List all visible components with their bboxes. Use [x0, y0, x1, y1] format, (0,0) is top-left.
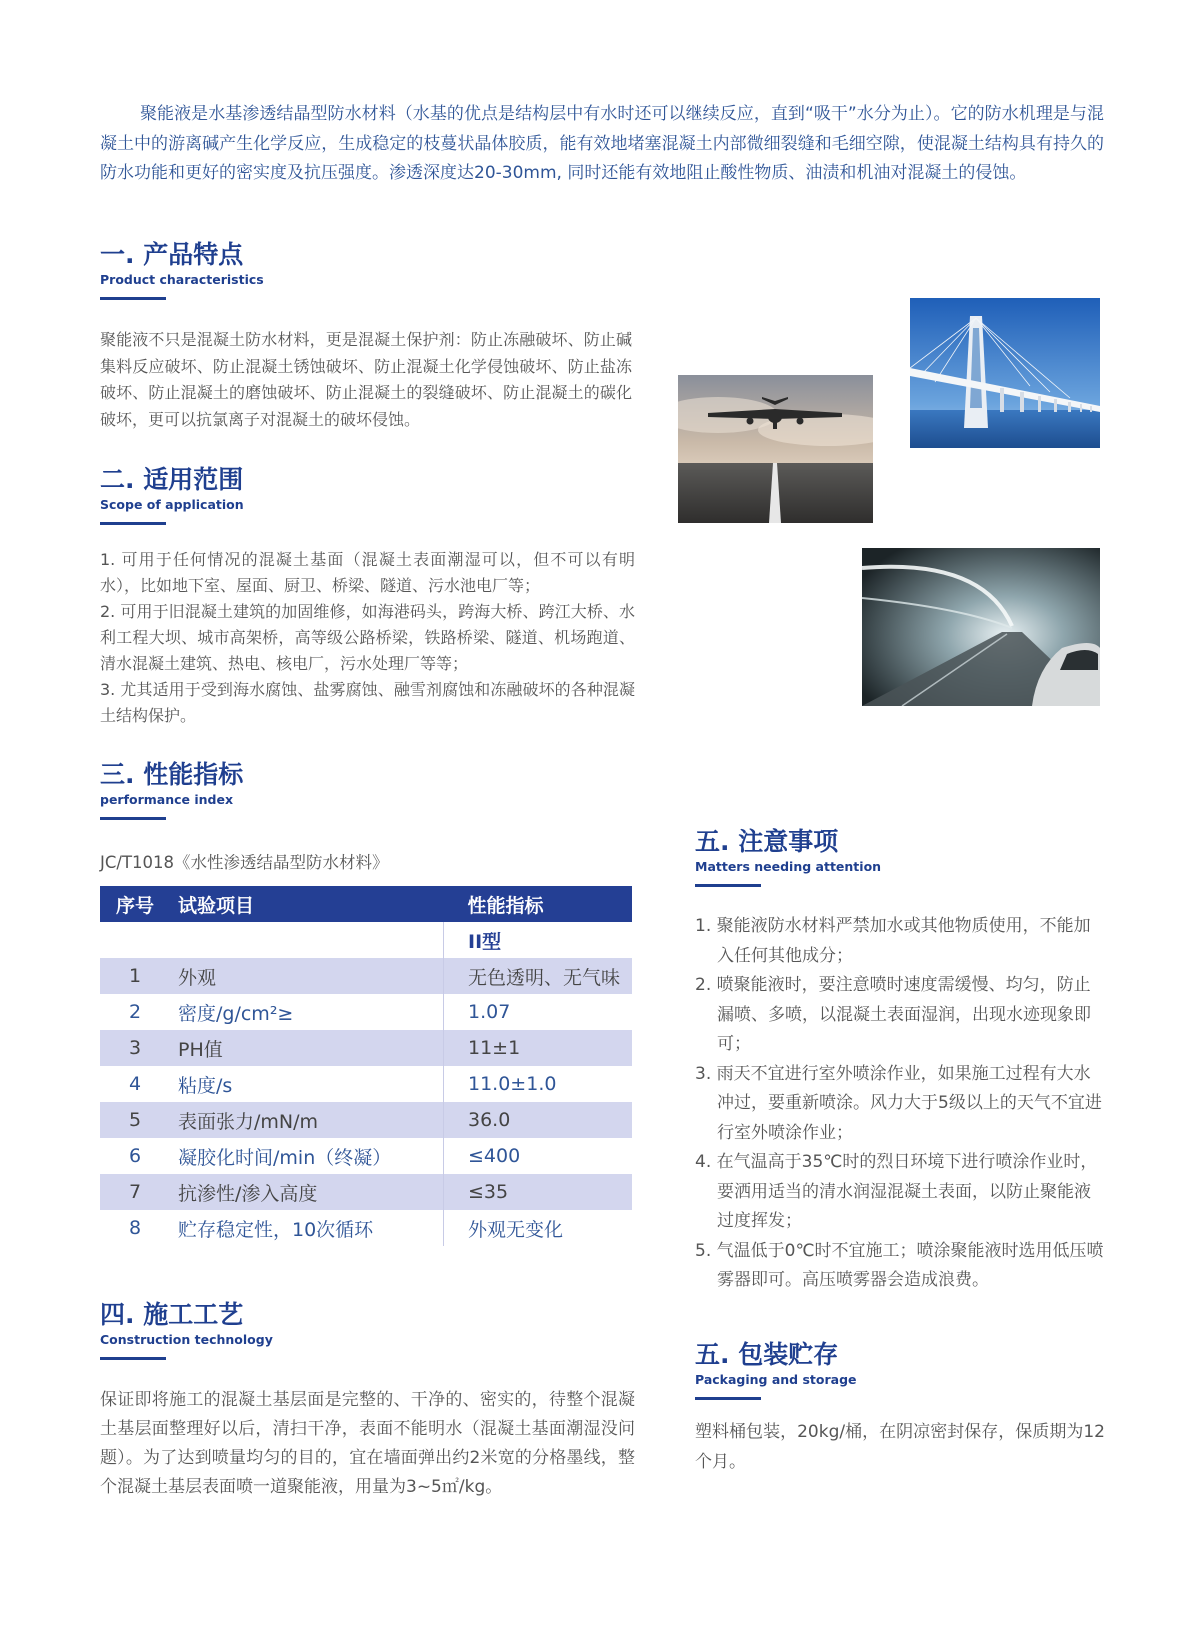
row-item: 密度/g/cm²≥	[170, 994, 444, 1030]
bridge-photo	[910, 298, 1100, 448]
section-underline	[695, 884, 761, 887]
table-row	[100, 1102, 632, 1138]
section-title: 三. 性能指标	[100, 760, 244, 789]
tunnel-photo	[862, 548, 1100, 706]
list-item: 3. 雨天不宜进行室外喷涂作业，如果施工过程有大水冲过，要重新喷涂。风力大于5级以上的天气不宜进行室外喷涂作业；	[695, 1063, 1102, 1143]
section-subtitle: Scope of application	[100, 497, 244, 512]
row-value: 1.07	[444, 994, 633, 1030]
row-no: 8	[100, 1210, 170, 1246]
section-subtitle: Packaging and storage	[695, 1372, 857, 1387]
packaging-body: 塑料桶包装，20kg/桶，在阴凉密封保存，保质期为12个月。	[695, 1422, 1105, 1472]
section-subtitle: performance index	[100, 792, 234, 807]
row-value: 36.0	[444, 1102, 633, 1138]
section-packaging	[695, 1340, 857, 1400]
row-no: 6	[100, 1138, 170, 1174]
list-item: 1. 可用于任何情况的混凝土基面（混凝土表面潮湿可以，但不可以有明水），比如地下室、屋面、厨卫、桥梁、隧道、污水池电厂等；	[100, 550, 635, 595]
row-item: PH值	[170, 1030, 444, 1066]
section-underline	[100, 297, 166, 300]
section-underline	[100, 522, 166, 525]
section-subtitle: Construction technology	[100, 1332, 273, 1347]
list-item: 2. 可用于旧混凝土建筑的加固维修，如海港码头，跨海大桥、跨江大桥、水利工程大坝、城市高架桥，高等级公路桥梁，铁路桥梁、隧道、机场跑道、清水混凝土建筑、热电、核电厂，污水处理厂等等；	[100, 602, 635, 673]
section-title: 五. 包装贮存	[695, 1340, 839, 1369]
type-label: II型	[444, 922, 633, 958]
construction-body: 保证即将施工的混凝土基层面是完整的、干净的、密实的，待整个混凝土基层面整理好以后，清扫干净，表面不能明水（混凝土基面潮湿没问题）。为了达到喷量均匀的目的，宜在墙面弹出约2米宽的分格墨线，整个混凝土基层表面喷一道聚能液，用量为3~5㎡/kg。	[100, 1390, 635, 1497]
section-subtitle: Matters needing attention	[695, 859, 882, 874]
section-subtitle: Product characteristics	[100, 272, 264, 287]
standard-reference: JC/T1018《水性渗透结晶型防水材料》	[100, 853, 389, 872]
row-value: 11.0±1.0	[444, 1066, 633, 1102]
section-construction	[100, 1300, 273, 1360]
list-item: 5. 气温低于0℃时不宜施工；喷涂聚能液时选用低压喷雾器即可。高压喷雾器会造成浪费。	[695, 1240, 1104, 1290]
table-row	[100, 994, 632, 1030]
section-title: 二. 适用范围	[100, 465, 244, 494]
row-item: 抗渗性/渗入高度	[170, 1174, 444, 1210]
table-row	[100, 958, 632, 994]
intro-paragraph: 聚能液是水基渗透结晶型防水材料（水基的优点是结构层中有水时还可以继续反应，直到“吸干”水分为止）。它的防水机理是与混凝土中的游离碱产生化学反应，生成稳定的枝蔓状晶体胶质，能有效地堵塞混凝土内部微细裂缝和毛细空隙，使混凝土结构具有持久的防水功能和更好的密实度及抗压强度。渗透深度达20-30mm, 同时还能有效地阻止酸性物质、油渍和机油对混凝土的侵蚀。	[100, 104, 1104, 183]
airplane-photo	[678, 375, 873, 523]
table-row	[100, 1030, 632, 1066]
row-item: 贮存稳定性，10次循环	[170, 1210, 444, 1246]
row-no: 3	[100, 1030, 170, 1066]
row-item: 表面张力/mN/m	[170, 1102, 444, 1138]
row-value: 11±1	[444, 1030, 633, 1066]
table-header-row	[100, 886, 632, 922]
section-underline	[100, 817, 166, 820]
section-underline	[695, 1397, 761, 1400]
row-no: 7	[100, 1174, 170, 1210]
row-item: 外观	[170, 958, 444, 994]
row-value: 无色透明、无气味	[444, 958, 633, 994]
row-no: 2	[100, 994, 170, 1030]
product-characteristics-body: 聚能液不只是混凝土防水材料，更是混凝土保护剂：防止冻融破坏、防止碱集料反应破坏、防止混凝土锈蚀破坏、防止混凝土化学侵蚀破坏、防止盐冻破坏、防止混凝土的磨蚀破坏、防止混凝土的裂缝破坏、防止混凝土的碳化破坏，更可以抗氯离子对混凝土的破坏侵蚀。	[100, 330, 632, 429]
attention-list	[695, 912, 1105, 1296]
row-no: 5	[100, 1102, 170, 1138]
table-row	[100, 1138, 632, 1174]
scope-list	[100, 547, 635, 729]
list-item: 1. 聚能液防水材料严禁加水或其他物质使用，不能加入任何其他成分；	[695, 916, 1091, 966]
list-item: 3. 尤其适用于受到海水腐蚀、盐雾腐蚀、融雪剂腐蚀和冻融破坏的各种混凝土结构保护。	[100, 680, 635, 725]
row-no: 1	[100, 958, 170, 994]
section-product-characteristics	[100, 240, 264, 300]
header-value: 性能指标	[444, 886, 633, 922]
table-row	[100, 1210, 632, 1246]
row-value: ≤35	[444, 1174, 633, 1210]
section-title: 四. 施工工艺	[100, 1300, 244, 1329]
table-type-row	[100, 922, 632, 958]
section-scope	[100, 465, 244, 525]
list-item: 4. 在气温高于35℃时的烈日环境下进行喷涂作业时，要洒用适当的清水润湿混凝土表面，以防止聚能液过度挥发；	[695, 1152, 1098, 1231]
performance-table	[100, 886, 632, 1246]
section-performance	[100, 760, 243, 820]
header-item: 试验项目	[170, 886, 444, 922]
section-attention	[695, 827, 881, 887]
row-item: 粘度/s	[170, 1066, 444, 1102]
table-row	[100, 1066, 632, 1102]
section-title: 一. 产品特点	[100, 240, 244, 269]
list-item: 2. 喷聚能液时，要注意喷时速度需缓慢、均匀，防止漏喷、多喷，以混凝土表面湿润，出现水迹现象即可；	[695, 975, 1091, 1054]
row-value: ≤400	[444, 1138, 633, 1174]
row-no: 4	[100, 1066, 170, 1102]
row-item: 凝胶化时间/min（终凝）	[170, 1138, 444, 1174]
section-underline	[100, 1357, 166, 1360]
table-row	[100, 1174, 632, 1210]
header-no: 序号	[100, 886, 170, 922]
section-title: 五. 注意事项	[695, 827, 839, 856]
row-value: 外观无变化	[444, 1210, 633, 1246]
